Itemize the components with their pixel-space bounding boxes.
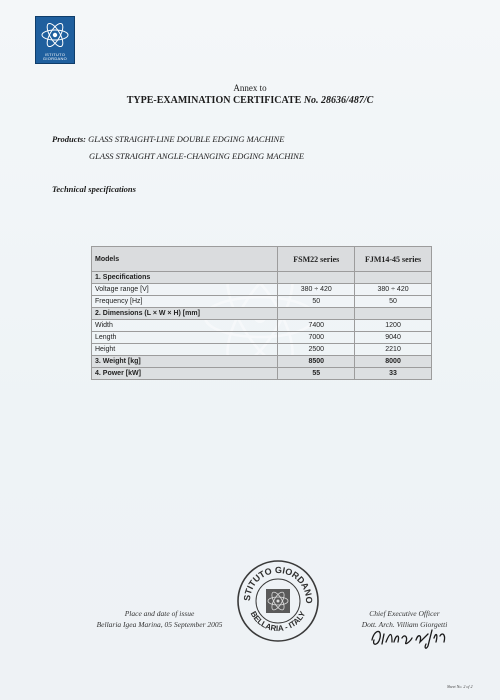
power-fsm22: 55 <box>278 368 355 380</box>
header-fsm22: FSM22 series <box>278 247 355 272</box>
handwritten-signature <box>368 624 458 652</box>
row-label: Voltage range [V] <box>92 284 278 296</box>
section-unit: [kg] <box>125 358 141 365</box>
row-value-fsm22: 2500 <box>278 344 355 356</box>
stamp-top-text: STITUTO GIORDANO <box>241 564 315 604</box>
section-title <box>92 356 278 368</box>
weight-fjm14-45: 8000 <box>355 356 432 368</box>
istituto-giordano-logo <box>35 16 75 64</box>
row-label: Length <box>92 332 278 344</box>
certificate-title <box>0 95 500 106</box>
row-value-fjm14-45: 1200 <box>355 320 432 332</box>
row-value-fsm22: 380 ÷ 420 <box>278 284 355 296</box>
products-block <box>52 131 304 165</box>
table-row <box>92 344 432 356</box>
row-value-fjm14-45: 9040 <box>355 332 432 344</box>
section-title: 1. Specifications <box>92 272 278 284</box>
certificate-number: No. 28636/487/C <box>303 95 374 106</box>
stamp-bottom-text: BELLARIA - ITALY <box>248 609 308 634</box>
section-row-dimensions <box>92 308 432 320</box>
row-value-fjm14-45: 50 <box>355 296 432 308</box>
issue-label: Place and date of issue <box>124 609 195 618</box>
row-label: Height <box>92 344 278 356</box>
section-row-weight <box>92 356 432 368</box>
table-row <box>92 284 432 296</box>
section-row-specifications <box>92 272 432 284</box>
row-value-fjm14-45: 380 ÷ 420 <box>355 284 432 296</box>
technical-specifications-heading: Technical specifications <box>52 184 136 194</box>
section-title-text: 3. Weight <box>95 358 126 365</box>
sheet-number: Sheet No. 2 of 2 <box>447 684 473 689</box>
row-value-fjm14-45: 2210 <box>355 344 432 356</box>
section-unit: [mm] <box>180 310 200 317</box>
section-title <box>92 308 278 320</box>
power-fjm14-45: 33 <box>355 368 432 380</box>
atom-icon <box>39 20 71 50</box>
issue-block <box>92 608 227 630</box>
products-line-1 <box>52 131 304 148</box>
specifications-table <box>91 246 432 380</box>
row-label: Width <box>92 320 278 332</box>
products-label: Products: <box>52 134 86 144</box>
annex-label: Annex to <box>233 83 267 93</box>
table-row <box>92 332 432 344</box>
weight-fsm22: 8500 <box>278 356 355 368</box>
row-label: Frequency [Hz] <box>92 296 278 308</box>
section-row-power <box>92 368 432 380</box>
official-stamp <box>236 559 320 643</box>
certificate-title-prefix: TYPE-EXAMINATION CERTIFICATE <box>126 95 304 106</box>
product-1: GLASS STRAIGHT-LINE DOUBLE EDGING MACHINE <box>88 134 285 144</box>
section-title <box>92 368 278 380</box>
signatory-name: Dott. Arch. Villiam Giorgetti <box>361 620 448 629</box>
table-row <box>92 296 432 308</box>
row-value-fsm22: 7000 <box>278 332 355 344</box>
signatory-role: Chief Executive Officer <box>369 609 440 618</box>
section-title-text: 2. Dimensions (L × W × H) <box>95 310 181 317</box>
section-unit: [kW] <box>123 370 141 377</box>
product-2: GLASS STRAIGHT ANGLE-CHANGING EDGING MACHINE <box>89 151 305 161</box>
header-models: Models <box>92 247 278 272</box>
section-title-text: 4. Power <box>95 370 124 377</box>
row-value-fsm22: 50 <box>278 296 355 308</box>
table-header-row <box>92 247 432 272</box>
logo-text: ISTITUTO GIORDANO <box>42 52 68 61</box>
header-fjm14-45: FJM14-45 series <box>355 247 432 272</box>
issue-value: Bellaria Igea Marina, 05 September 2005 <box>96 620 223 629</box>
table-row <box>92 320 432 332</box>
row-value-fsm22: 7400 <box>278 320 355 332</box>
